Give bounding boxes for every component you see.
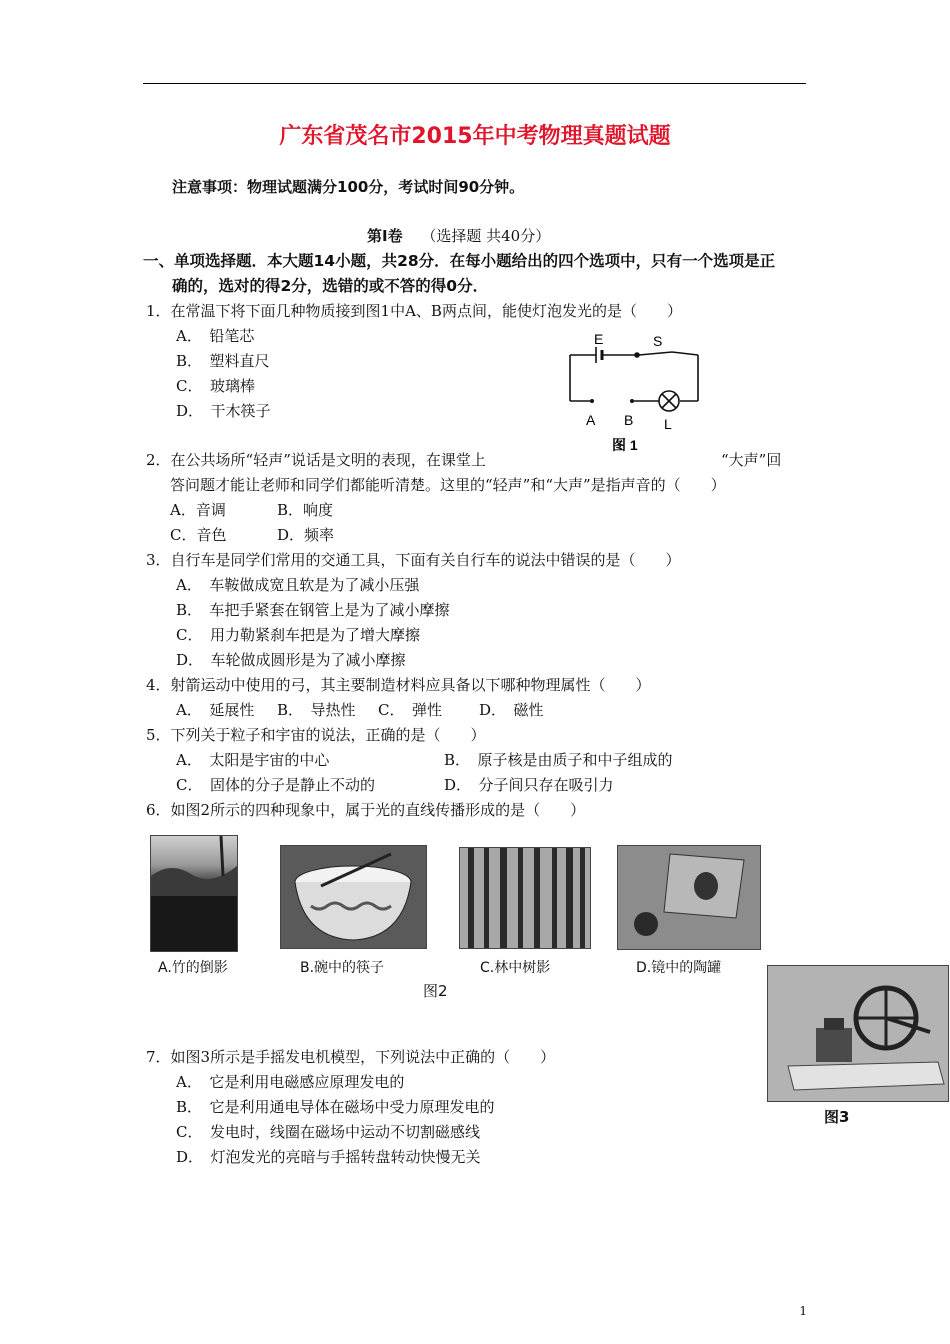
label-e: E [594,331,604,347]
q3-option-b: B． 车把手紧套在钢管上是为了减小摩擦 [176,601,450,619]
q7-option-b: B． 它是利用通电导体在磁场中受力原理发电的 [176,1098,495,1116]
label-l: L [664,416,672,432]
section-heading [367,229,550,244]
photo-bamboo-reflection [150,835,238,952]
q7-option-d: D． 灯泡发光的亮暗与手摇转盘转动快慢无关 [176,1148,481,1166]
caption-b: B.碗中的筷子 [300,960,385,976]
section-desc: （选择题 共40分） [421,227,551,245]
header-rule [143,83,806,84]
q4-option-d: D． 磁性 [479,701,544,719]
q3-option-d: D． 车轮做成圆形是为了减小摩擦 [176,651,406,669]
q4-stem: 4．射箭运动中使用的弓，其主要制造材料应具备以下哪种物理属性（ ） [146,676,651,694]
part1-instructions-line1: 一、单项选择题．本大题14小题，共28分．在每小题给出的四个选项中，只有一个选项是正 [143,252,776,270]
q2-line1a: 2．在公共场所“轻声”说话是文明的表现，在课堂上 [146,451,486,469]
q5-option-b: B． 原子核是由质子和中子组成的 [444,751,673,769]
page-number: 1 [799,1304,807,1318]
photo-hand-generator [767,965,949,1102]
q5-stem: 5．下列关于粒子和宇宙的说法，正确的是（ ） [146,726,486,744]
q5-option-d: D． 分子间只存在吸引力 [444,776,614,794]
photo-chopstick-bowl [280,845,427,949]
page-title: 广东省茂名市2015年中考物理真题试题 [279,124,671,149]
q5-option-a: A． 太阳是宇宙的中心 [176,751,330,769]
q5-option-c: C． 固体的分子是静止不动的 [176,776,375,794]
photo-mirror-jar [617,845,761,950]
label-s: S [653,333,663,349]
notice: 注意事项：物理试题满分100分，考试时间90分钟。 [172,178,525,196]
q1-option-a: A． 铅笔芯 [176,327,255,345]
q7-option-a: A． 它是利用电磁感应原理发电的 [176,1073,405,1091]
terminal-a [590,399,594,403]
q2-option-b: B．响度 [277,501,334,519]
q2-option-a: A．音调 [170,501,226,519]
q3-option-a: A． 车鞍做成宽且软是为了减小压强 [176,576,420,594]
q7-option-c: C． 发电时，线圈在磁场中运动不切割磁感线 [176,1123,480,1141]
terminal-b [630,399,634,403]
label-a: A [586,412,596,428]
q2-option-d: D．频率 [277,526,335,544]
q3-stem: 3．自行车是同学们常用的交通工具，下面有关自行车的说法中错误的是（ ） [146,551,681,569]
q1-stem: 1．在常温下将下面几种物质接到图1中A、B两点间，能使灯泡发光的是（ ） [146,302,682,320]
q1-option-b: B． 塑料直尺 [176,352,270,370]
caption-a: A.竹的倒影 [158,960,228,976]
photo-forest-shadows [459,847,591,949]
q4-option-c: C． 弹性 [378,701,442,719]
q1-option-d: D． 干木筷子 [176,402,271,420]
figure-3-label: 图3 [824,1108,850,1126]
part1-instructions-line2: 确的，选对的得2分，选错的或不答的得0分． [172,277,489,295]
figure-2-label: 图2 [423,982,448,1000]
q1-option-c: C． 玻璃棒 [176,377,255,395]
caption-c: C.林中树影 [480,960,551,976]
q2-line2: 答问题才能让老师和同学们都能听清楚。这里的“轻声”和“大声”是指声音的（ ） [170,476,726,494]
q4-option-a: A． 延展性 [176,701,255,719]
q3-option-c: C． 用力勒紧刹车把是为了增大摩擦 [176,626,420,644]
q2-line1b: “大声”回 [721,451,782,469]
q7-stem: 7．如图3所示是手摇发电机模型，下列说法中正确的（ ） [146,1048,556,1066]
q4-option-b: B． 导热性 [277,701,356,719]
section-name: 第Ⅰ卷 [367,227,403,245]
caption-d: D.镜中的陶罐 [636,960,722,976]
figure-1-label: 图 1 [612,437,638,453]
q2-option-c: C．音色 [170,526,227,544]
label-b: B [624,412,634,428]
q6-stem: 6．如图2所示的四种现象中，属于光的直线传播形成的是（ ） [146,801,586,819]
circuit-figure-1 [560,330,710,460]
